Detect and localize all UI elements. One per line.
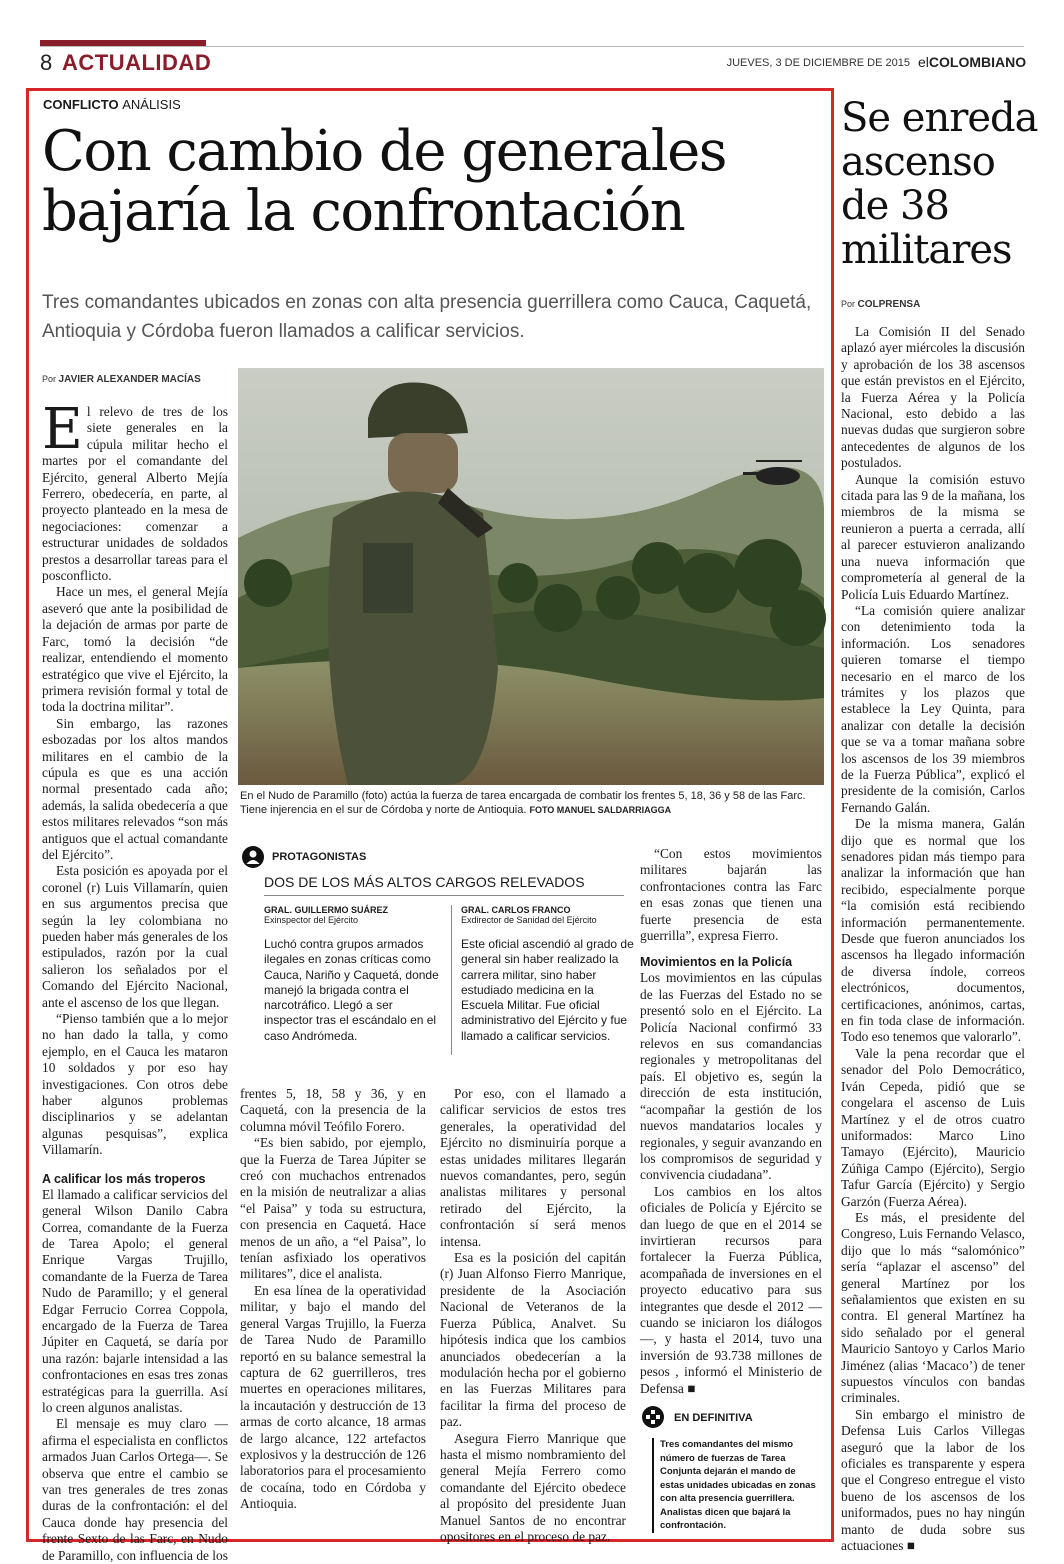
article-byline: Por JAVIER ALEXANDER MACÍAS xyxy=(42,374,201,385)
en-definitiva-text: Tres comandantes del mismo número de fuerzas de Tarea Conjunta dejarán el mando de estas unidades ubicadas en zonas con alta presencia guerrillera. Analistas dicen que bajará la confrontación. xyxy=(652,1438,822,1533)
paragraph: Por eso, con el llamado a calificar servicios de estos tres generales, la operatividad del Ejército no disminuiría porque a estas unidades militares llegarán nuevos comandantes, pero, según analistas militares y personal retirado del Ejército, la confrontación sí será menos intensa. xyxy=(440,1086,626,1249)
paragraph: “Es bien sabido, por ejemplo, que la Fuerza de Tarea Júpiter se creó con muchachos entrenados en la misión de neutralizar a alias “el Paisa” y toda su estructura, con presencia en Caquetá. Hace menos de un año, a “el Paisa”, lo tenían asfixiado los operativos militares”, dice el analista. xyxy=(240,1135,426,1282)
date-line: JUEVES, 3 DE DICIEMBRE DE 2015 xyxy=(726,57,910,69)
paragraph: Hace un mes, el general Mejía aseveró que ante la posibilidad de la dejación de armas por parte de Farc, tomó la decisión “de realizar, entendiendo el momento estratégico que vive el Ejército, la primera revisión formal y total de toda la doctrina militar”. xyxy=(42,584,228,715)
protagonistas-title: DOS DE LOS MÁS ALTOS CARGOS RELEVADOS xyxy=(264,874,624,896)
protagonist-name: GRAL. GUILLERMO SUÁREZ xyxy=(264,905,388,915)
paragraph: Los cambios en los altos oficiales de Policía y Ejército se dan luego de que en el 2014 se invirtieran recursos para fortalecer la Fuerza Pública, acompañada de inversiones en el proyecto educativo para sus integrantes que desde el 2012 —cuando se iniciaron los diálogos—, y hasta el 2014, tuvo una inversión de 93.738 millones de pesos , informó el Ministerio de Defensa ■ xyxy=(640,1183,822,1396)
subhead: Movimientos en la Policía xyxy=(640,955,793,970)
protagonist-text: Luchó contra grupos armados ilegales en zonas críticas como Cauca, Nariño y Caquetá, donde manejó la brigada contra el narcotráfico. Llegó a ser inspector tras el escándalo en el caso Andrómeda. xyxy=(264,937,439,1043)
paragraph: Esta posición es apoyada por el coronel (r) Luis Villamarín, quien en sus argumentos precisa que según la ley colombiana no pueden haber más generales de los estipulados, razón por la cual salieron los señalados por el Comando del Ejército Nacional, ante el ascenso de los que llegan. xyxy=(42,863,228,1010)
paragraph: “Pienso también que a lo mejor no han dado la talla, y como ejemplo, en el Cauca les mataron 10 soldados y por eso hay investigaciones. Con otros debe haber algunos problemas disciplinarios y se adelantan algunas pesquisas”, explica Villamarín. xyxy=(42,1011,228,1158)
paragraph: De la misma manera, Galán dijo que es normal que los senadores pidan más tiempo para analizar la información que han recibido, especialmente porque “la comisión está recibiendo información permanentemente. Desde que fueron anunciados los ascensos ha llegado información de diversa índole, correos electrónicos, documentos, certificaciones, anónimos, cartas, en fin toda clase de información. Todo eso tenemos que valorarlo”. xyxy=(841,816,1025,1045)
article-column-3 xyxy=(440,1086,626,1545)
brand-logo: elCOLOMBIANO xyxy=(918,54,1027,70)
paragraph: En esa línea de la operatividad militar, y bajo el mando del general Vargas Trujillo, la Fuerza de Tarea Nudo de Paramillo reportó en su balance semestral la captura de 62 guerrilleros, tres muertes en operaciones militares, la incautación y destrucción de 13 armas de corto alcance, 18 armas de largo alcance, 122 artefactos explosivos y la destrucción de 126 laboratorios para el procesamiento de cocaína, todo en Córdoba y Antioquia. xyxy=(240,1282,426,1512)
paragraph: El relevo de tres de los siete generales en la cúpula militar hecho el martes por el comandante del Ejército, general Alberto Mejía Ferrero, obedecería, en parte, al proyecto planteado en la mesa de negociaciones: comenzar a estructurar unidades de soldados prestos a desarrollar tareas para el posconflicto. xyxy=(42,397,228,584)
paragraph: Sin embargo, las razones esbozadas por los altos mandos militares en el cambio de la cúpula es que es una acción normal presentado cada año; además, la salida obedecería a que estos militares relevados “son más antiguos que el actual comandante del Ejército”. xyxy=(42,715,228,862)
paragraph: “La comisión quiere analizar con detenimiento toda la información. Los senadores quieren tomarse el tiempo necesario en el marco de los trámites y los plazos que establece la Ley Quinta, para analizar con detalle la decisión que se va a tomar mañana sobre los ascensos de los 39 miembros de la Fuerza Pública”, explicó el presidente de la comisión, Carlos Fernando Galán. xyxy=(841,602,1025,815)
article-column-2 xyxy=(240,1086,426,1513)
paragraph: Esa es la posición del capitán (r) Juan Alfonso Fierro Manrique, presidente de la Asociación Nacional de Veteranos de la Fuerza Pública, Analvet. Su hipótesis indica que los cambios anunciados obedecerían a la modulación hecha por el gobierno en las Fuerzas Militares para facilitar la firma del proceso de paz. xyxy=(440,1250,626,1430)
divider xyxy=(451,905,452,1055)
sidebar-byline: Por COLPRENSA xyxy=(841,299,921,310)
paragraph: El mensaje es muy claro —afirma el especialista en conflictos armados Juan Carlos Ortega—. Se observa que entre el cambio se van tres generales de tres zonas duras de la confrontación: el del Cauca donde hay presencia del frente Sexto de las Farc, en Nudo de Paramillo, con influencia de los xyxy=(42,1416,228,1563)
article-column-4 xyxy=(640,846,822,1397)
person-icon xyxy=(242,846,264,868)
protagonistas-label: PROTAGONISTAS xyxy=(272,851,367,863)
protagonist-card xyxy=(461,905,639,1044)
article-headline: Con cambio de generales bajaría la confrontación xyxy=(42,119,726,244)
page-number: 8 xyxy=(40,50,53,75)
protagonist-text: Este oficial ascendió al grado de general sin haber realizado la carrera militar, sino haber estudiado medicina en la Escuela Militar. Fue oficial administrativo del Ejército y fue llamado a calificar servicios. xyxy=(461,937,634,1043)
paragraph: Los movimientos en las cúpulas de las Fuerzas del Estado no se presentó solo en el Ejército. La Policía Nacional confirmó 33 relevos en sus comandancias regionales y metropolitanas del país. El objetivo es, según la dirección de esta institución, “acompañar la gestión de los nuevos mandatarios locales y regionales, y seguir avanzando en los compromisos de seguridad y convivencia ciudadana”. xyxy=(640,970,822,1183)
paragraph: frentes 5, 18, 58 y 36, y en Caquetá, con la presencia de la columna móvil Teófilo Forero. xyxy=(240,1086,426,1134)
drop-cap: E xyxy=(42,397,83,462)
protagonist-role: Exinspector del Ejército xyxy=(264,915,359,925)
photo-caption: En el Nudo de Paramillo (foto) actúa la fuerza de tarea encargada de combatir los frentes 5, 18, 36 y 58 de las Farc. Tiene injerencia en el sur de Córdoba y norte de Antioquia. FOTO MANUEL SALDARRIAGGA xyxy=(240,790,806,816)
photo-credit: FOTO MANUEL SALDARRIAGGA xyxy=(529,805,672,815)
summary-icon xyxy=(642,1406,664,1428)
header-rule xyxy=(40,46,1024,47)
paragraph: La Comisión II del Senado aplazó ayer miércoles la discusión y aprobación de los 38 ascensos que están previstos en el Ejército, la Fuerza Aérea y la Policía Nacional, esto debido a las nuevas dudas que surgieron sobre antecedentes de algunos de los postulados. xyxy=(841,324,1025,471)
article-photo xyxy=(238,368,824,785)
paragraph: Sin embargo el ministro de Defensa Luis Carlos Villegas aseguró que la labor de los oficiales es transparente y espera que el Congreso entregue el visto bueno de los ascensos de los uniformados, pues no hay ningún manto de duda sobre sus actuaciones ■ xyxy=(841,1406,1025,1554)
protagonist-card xyxy=(264,905,442,1044)
paragraph: El llamado a calificar servicios del general Wilson Danilo Cabra Correa, comandante de la Fuerza de Tarea Apolo; el general Enrique Vargas Trujillo, comandante de la Fuerza de Tarea Nudo de Paramillo; y el general Edgar Ferrucio Correa Coppola, encargado de la Fuerza de Tarea Júpiter en Caquetá, se daría por una razón: bajarle intensidad a las confrontaciones en esas tres zonas estratégicas para la guerrilla. Así lo creen algunos analistas. xyxy=(42,1186,228,1415)
paragraph: “Con estos movimientos militares bajarán las confrontaciones contra las Farc en esas zonas que tienen una fuerte presencia de esta guerrilla”, expresa Fierro. xyxy=(640,846,822,944)
paragraph: Vale la pena recordar que el senador del Polo Democrático, Iván Cepeda, pidió que se congelara el ascenso de Luis Martínez y el de otros cuatro uniformados: Marco Lino Tamayo (Ejército), Mauricio Zúñiga Campo (Ejército), Sergio Tafur García (Ejército) y Sergio Garzón (Fuerza Aérea). xyxy=(841,1045,1025,1209)
subhead: A calificar los más troperos xyxy=(42,1171,206,1186)
sidebar-headline: Se enreda ascenso de 38 militares xyxy=(841,95,1038,273)
paragraph: Aunque la comisión estuvo citada para las 9 de la mañana, los miembros de la misma se reunieron a puerta a cerrada, allí al parecer estuvieron analizando una nueva información que comprometería al general de la Policía Luis Eduardo Martínez. xyxy=(841,471,1025,602)
article-deck: Tres comandantes ubicados en zonas con alta presencia guerrillera como Cauca, Caquetá, Antioquia y Córdoba fueron llamados a calificar servicios. xyxy=(42,292,812,342)
protagonist-role: Exdirector de Sanidad del Ejército xyxy=(461,915,597,925)
section-name: ACTUALIDAD xyxy=(62,50,212,75)
article-kicker: CONFLICTO ANÁLISIS xyxy=(43,97,181,112)
paragraph: Asegura Fierro Manrique que hasta el mismo nombramiento del general Mejía Ferrero como comandante del Ejército obedece al propósito del presidente Juan Manuel Santos de no encontrar opositores en el proceso de paz. xyxy=(440,1430,626,1544)
paragraph: Es más, el presidente del Congreso, Luis Fernando Velasco, dijo que lo más “salomónico” sería “aplazar el ascenso” del general Martínez por los señalamientos que existen en su contra. El general Martínez ha sido señalado por el general Mauricio Santoyo y Carlos Mario Jiménez (alias ‘Macaco’) de tener supuestos vínculos con bandas criminales. xyxy=(841,1209,1025,1406)
protagonist-name: GRAL. CARLOS FRANCO xyxy=(461,905,571,915)
en-definitiva-label: EN DEFINITIVA xyxy=(674,1412,753,1424)
protagonistas-box xyxy=(240,842,634,1058)
sidebar-column xyxy=(841,324,1025,1554)
article-column-1 xyxy=(42,397,228,1564)
